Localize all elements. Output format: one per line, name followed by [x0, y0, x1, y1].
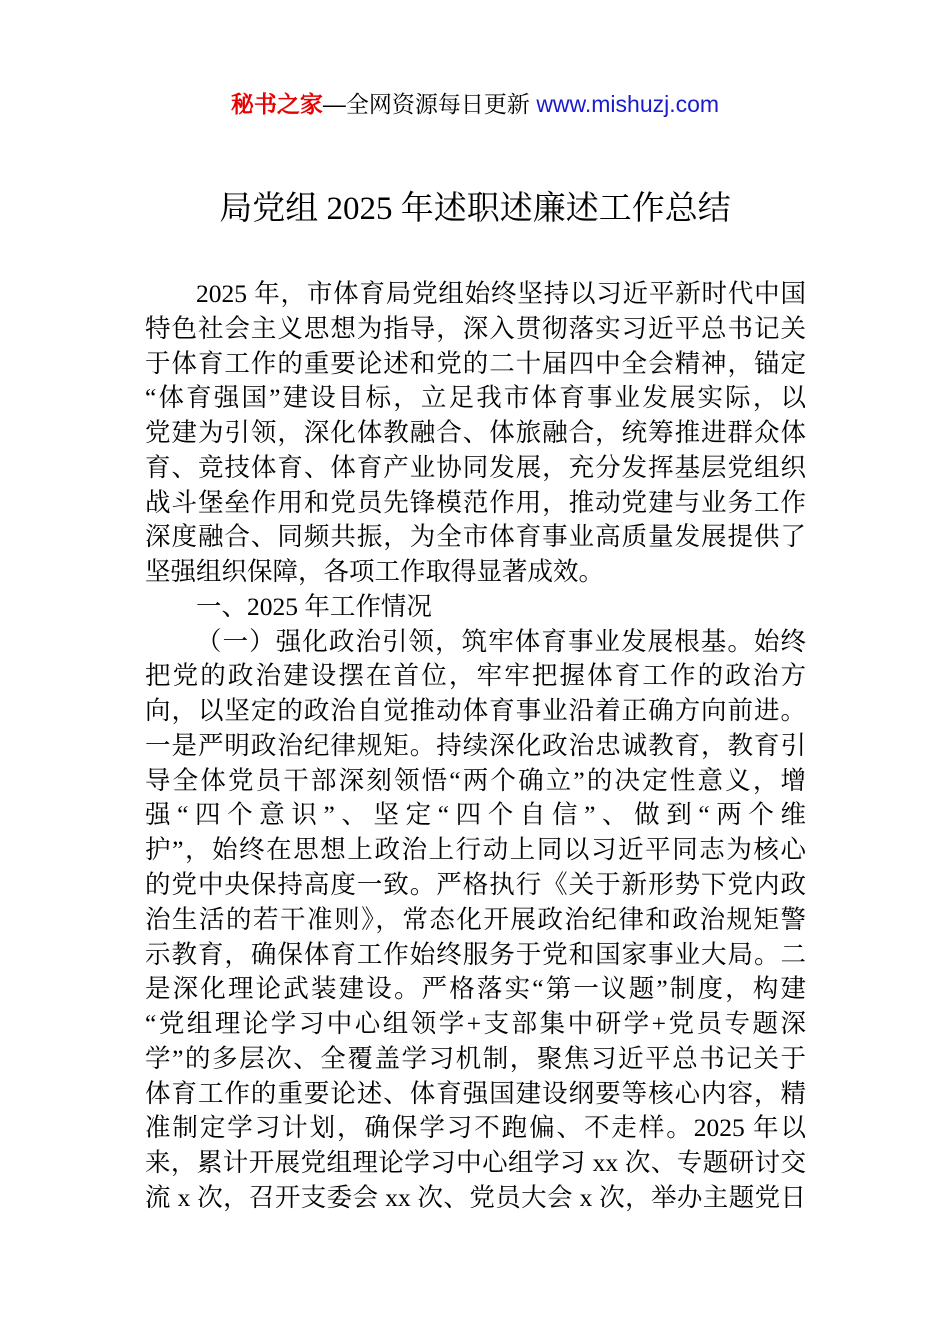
text-line: 体育工作的重要论述、体育强国建设纲要等核心内容，精: [145, 1078, 806, 1108]
text-line: 护”，始终在思想上政治上行动上同以习近平同志为核心: [145, 835, 806, 865]
header-slogan: —全网资源每日更新: [322, 91, 537, 117]
text-line: 2025 年，市体育局党组始终坚持以习近平新时代中国: [196, 279, 806, 308]
text-line: 导全体党员干部深刻领悟“两个确立”的决定性意义，增: [145, 765, 806, 795]
text-line: 准制定学习计划，确保学习不跑偏、不走样。2025 年以: [145, 1113, 806, 1143]
text-line: 示教育，确保体育工作始终服务于党和国家事业大局。二: [145, 939, 806, 969]
text-line: 是深化理论武装建设。严格落实“第一议题”制度，构建: [145, 974, 806, 1004]
text-line: 于体育工作的重要论述和党的二十届四中全会精神，锚定: [145, 348, 806, 378]
text-line: 治生活的若干准则》，常态化开展政治纪律和政治规矩警: [145, 904, 806, 934]
text-line: 把党的政治建设摆在首位，牢牢把握体育工作的政治方: [145, 661, 806, 691]
section-heading: 一、2025 年工作情况: [196, 591, 432, 621]
text-line: 一是严明政治纪律规矩。持续深化政治忠诚教育，教育引: [145, 730, 806, 760]
text-line: 流 x 次，召开支委会 xx 次、党员大会 x 次，举办主题党日: [145, 1182, 806, 1212]
text-line: 党建为引领，深化体教融合、体旅融合，统筹推进群众体: [145, 418, 806, 448]
text-line: 的党中央保持高度一致。严格执行《关于新形势下党内政: [145, 870, 806, 900]
text-line: 育、竞技体育、体育产业协同发展，充分发挥基层党组织: [145, 452, 806, 482]
text-line: 战斗堡垒作用和党员先锋模范作用，推动党建与业务工作: [145, 487, 806, 517]
text-line: “体育强国”建设目标，立足我市体育事业发展实际，以: [145, 383, 806, 413]
text-line: 深度融合、同频共振，为全市体育事业高质量发展提供了: [145, 522, 806, 552]
document-title: 局党组 2025 年述职述廉述工作总结: [219, 191, 731, 227]
document-body: [145, 277, 806, 1216]
text-line: 坚强组织保障，各项工作取得显著成效。: [145, 557, 605, 587]
text-line: 特色社会主义思想为指导，深入贯彻落实习近平总书记关: [145, 313, 806, 343]
text-line: “党组理论学习中心组领学+支部集中研学+党员专题深: [145, 1009, 806, 1039]
site-header: [0, 88, 950, 120]
text-line: 强“四个意识”、坚定“四个自信”、做到“两个维: [145, 800, 806, 830]
brand-name: 秘书之家: [230, 91, 323, 117]
site-url-link[interactable]: www.mishuzj.com: [536, 91, 720, 117]
text-line: 向，以坚定的政治自觉推动体育事业沿着正确方向前进。: [145, 696, 806, 726]
text-line: （一）强化政治引领，筑牢体育事业发展根基。始终: [196, 626, 806, 656]
text-line: 来，累计开展党组理论学习中心组学习 xx 次、专题研讨交: [145, 1148, 806, 1178]
text-line: 学”的多层次、全覆盖学习机制，聚焦习近平总书记关于: [145, 1043, 806, 1073]
